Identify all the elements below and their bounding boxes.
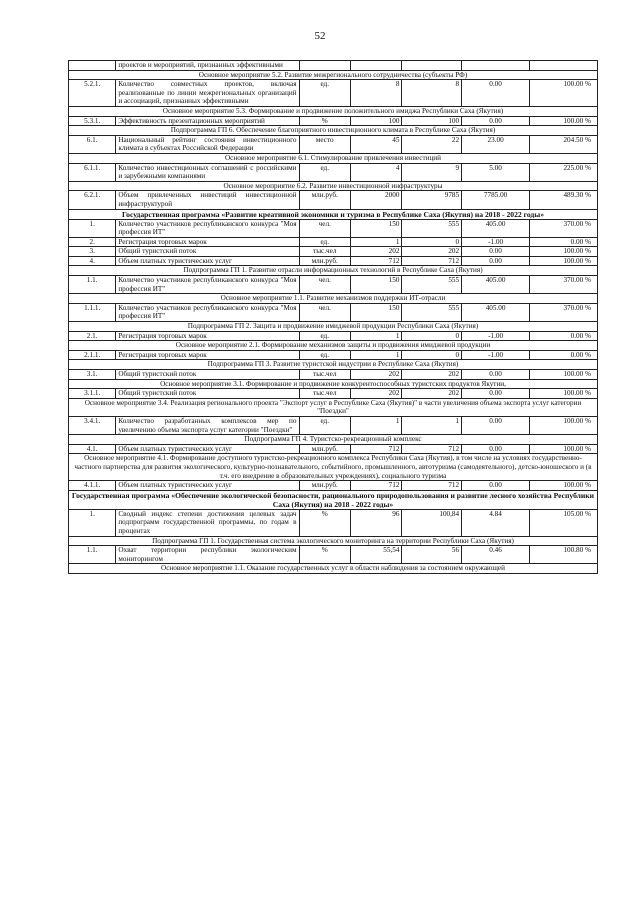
section-title: Основное мероприятие 2.1. Формирование механизмов защиты и продвижения имиджевой продукции (69, 341, 598, 351)
deviation-value: 23.00 (462, 135, 530, 153)
fact-value (402, 61, 462, 71)
section-title: Подпрограмма ГП 3. Развитие туристской индустрии в Республике Саха (Якутия) (69, 360, 598, 370)
indicator-name: Количество участников республиканского конкурса "Моя профессия ИТ" (116, 276, 299, 294)
indicator-name: Национальный рейтинг состояния инвестиционного климата в субъектах Российской Федерации (116, 135, 299, 153)
deviation-value: 0.46 (462, 546, 530, 564)
plan-value: 1 (350, 237, 401, 247)
indicator-name: Эффективность презентационных мероприятий (116, 116, 299, 126)
deviation-value: 4.84 (462, 509, 530, 536)
percent-value: 100.00 % (530, 247, 598, 257)
table-row (69, 247, 598, 257)
indicator-name: Регистрация торговых марок (116, 350, 299, 360)
deviation-value: 5.00 (462, 163, 530, 181)
percent-value: 100.00 % (530, 416, 598, 434)
deviation-value: 405.00 (462, 219, 530, 237)
unit-cell: чел. (299, 303, 350, 321)
indicator-name: Объем платных туристических услуг (116, 481, 299, 491)
unit-cell: ед. (299, 331, 350, 341)
section-header-row (69, 153, 598, 163)
row-number: 3.4.1. (69, 416, 116, 434)
fact-value: 22 (402, 135, 462, 153)
plan-value (350, 61, 401, 71)
program-header-row (69, 209, 598, 219)
row-number: 2. (69, 237, 116, 247)
table-row (69, 116, 598, 126)
deviation-value: 0.00 (462, 444, 530, 454)
plan-value: 4 (350, 163, 401, 181)
deviation-value: 405.00 (462, 276, 530, 294)
fact-value: 9785 (402, 191, 462, 209)
row-number: 3. (69, 247, 116, 257)
plan-value: 202 (350, 370, 401, 380)
indicator-name: Охват территории республики экологическим мониторингом (116, 546, 299, 564)
indicator-name: Количество участников республиканского конкурса "Моя профессия ИТ" (116, 303, 299, 321)
plan-value: 202 (350, 389, 401, 399)
fact-value: 202 (402, 247, 462, 257)
fact-value: 555 (402, 219, 462, 237)
plan-value: 96 (350, 509, 401, 536)
row-number: 1. (69, 219, 116, 237)
table-row (69, 191, 598, 209)
page-number: 52 (314, 30, 326, 42)
row-number: 4.1. (69, 444, 116, 454)
indicator-name: проектов и мероприятий, признанных эффективными (116, 61, 299, 71)
percent-value: 105.00 % (530, 509, 598, 536)
section-header-row (69, 322, 598, 332)
percent-value: 100.00 % (530, 80, 598, 107)
section-title: Основное мероприятие 3.1. Формирование и продвижение конкурентоспособных туристских продуктов Якутии, (69, 379, 598, 389)
deviation-value: 405.00 (462, 303, 530, 321)
indicator-name: Регистрация торговых марок (116, 237, 299, 247)
section-title: Подпрограмма ГП 4. Туристско-рекреационный комплекс (69, 435, 598, 445)
section-header-row (69, 266, 598, 276)
indicator-name: Регистрация торговых марок (116, 331, 299, 341)
section-title: Основное мероприятие 4.1. Формирование доступного туристско-рекреационного комплекса Республики Саха (Якутия), в том числе на условиях государственно-частного партнерства для развития экологического, культурно-познавательного, событийного, промышленного, автотуризма (самодеятельного), детско-юношеского и (в т.ч. его внедрение в образовательных учреждениях), социального туризма (69, 454, 598, 481)
fact-value: 0 (402, 350, 462, 360)
section-title: Подпрограмма ГП 1. Государственная система экологического мониторинга на территории Республики Саха (Якутия) (69, 536, 598, 546)
section-header-row (69, 360, 598, 370)
fact-value: 712 (402, 481, 462, 491)
unit-cell: % (299, 116, 350, 126)
indicator-name: Сводный индекс степени достижения целевых задач подпрограмм государственной программы, по годам в процентах (116, 509, 299, 536)
percent-value: 370.00 % (530, 303, 598, 321)
plan-value: 150 (350, 219, 401, 237)
plan-value: 1 (350, 350, 401, 360)
fact-value: 1 (402, 416, 462, 434)
row-number: 2.1. (69, 331, 116, 341)
fact-value: 56 (402, 546, 462, 564)
table-row (69, 370, 598, 380)
plan-value: 712 (350, 256, 401, 266)
table-row (69, 219, 598, 237)
section-title: Основное мероприятие 1.1. Развитие механизмов поддержки ИТ-отрасли (69, 294, 598, 304)
indicator-name: Объем платных туристических услуг (116, 256, 299, 266)
fact-value: 712 (402, 444, 462, 454)
section-header-row (69, 106, 598, 116)
table-row (69, 331, 598, 341)
section-header-row (69, 294, 598, 304)
section-header-row (69, 126, 598, 136)
plan-value: 150 (350, 303, 401, 321)
indicator-name: Количество участников республиканского конкурса "Моя профессия ИТ" (116, 219, 299, 237)
plan-value: 2000 (350, 191, 401, 209)
percent-value: 225.00 % (530, 163, 598, 181)
deviation-value (462, 61, 530, 71)
unit-cell: тыс.чел (299, 370, 350, 380)
indicator-name: Общий туристский поток (116, 370, 299, 380)
percent-value: 100.00 % (530, 389, 598, 399)
section-title: Подпрограмма ГП 1. Развитие отрасли информационных технологий в Республике Саха (Якутия) (69, 266, 598, 276)
plan-value: 150 (350, 276, 401, 294)
table-row (69, 135, 598, 153)
program-title: Государственная программа «Развитие креативной экономики и туризма в Республике Саха (Якутия) на 2018 - 2022 годы» (69, 209, 598, 219)
fact-value: 0 (402, 331, 462, 341)
fact-value: 0 (402, 237, 462, 247)
unit-cell: ед. (299, 416, 350, 434)
row-number: 1.1.1. (69, 303, 116, 321)
section-title: Основное мероприятие 1.1. Оказание государственных услуг в области наблюдения за состоянием окружающей (69, 564, 598, 574)
plan-value: 100 (350, 116, 401, 126)
table-row (69, 303, 598, 321)
fact-value: 555 (402, 276, 462, 294)
deviation-value: 0.00 (462, 416, 530, 434)
row-number: 6.2.1. (69, 191, 116, 209)
row-number: 2.1.1. (69, 350, 116, 360)
section-title: Основное мероприятие 6.2. Развитие инвестиционной инфраструктуры (69, 181, 598, 191)
table-row (69, 256, 598, 266)
indicator-name: Количество инвестиционных соглашений с российскими и зарубежными компаниями (116, 163, 299, 181)
row-number: 6.1. (69, 135, 116, 153)
indicator-name: Количество совместных проектов, включая реализованные по линии межрегиональных организаций и ассоциаций, признанных эффективными (116, 80, 299, 107)
unit-cell: млн.руб. (299, 481, 350, 491)
percent-value: 0.00 % (530, 350, 598, 360)
table-row (69, 163, 598, 181)
unit-cell: ед. (299, 163, 350, 181)
row-number: 1.1. (69, 276, 116, 294)
plan-value: 1 (350, 416, 401, 434)
unit-cell: млн.руб. (299, 191, 350, 209)
plan-value: 202 (350, 247, 401, 257)
section-title: Подпрограмма ГП 6. Обеспечение благоприятного инвестиционного климата в Республике Саха (Якутия) (69, 126, 598, 136)
section-header-row (69, 341, 598, 351)
row-number: 6.1.1. (69, 163, 116, 181)
deviation-value: 0.00 (462, 481, 530, 491)
row-number: 5.3.1. (69, 116, 116, 126)
percent-value: 100.00 % (530, 481, 598, 491)
deviation-value: 7785.00 (462, 191, 530, 209)
table-row (69, 276, 598, 294)
deviation-value: 0.00 (462, 370, 530, 380)
unit-cell: ед. (299, 237, 350, 247)
unit-cell: чел. (299, 219, 350, 237)
program-title: Государственная программа «Обеспечение экологической безопасности, рационального природопользования и развитие лесного хозяйства Республики Саха (Якутия) на 2018 - 2022 годы» (69, 490, 598, 509)
plan-value: 1 (350, 331, 401, 341)
section-header-row (69, 435, 598, 445)
table-row (69, 416, 598, 434)
fact-value: 712 (402, 256, 462, 266)
indicator-name: Общий туристский поток (116, 247, 299, 257)
section-header-row (69, 379, 598, 389)
deviation-value: -1.00 (462, 331, 530, 341)
row-number: 4. (69, 256, 116, 266)
section-header-row (69, 564, 598, 574)
deviation-value: -1.00 (462, 237, 530, 247)
section-header-row (69, 536, 598, 546)
table-row (69, 481, 598, 491)
plan-value: 8 (350, 80, 401, 107)
percent-value: 370.00 % (530, 219, 598, 237)
program-header-row (69, 490, 598, 509)
deviation-value: -1.00 (462, 350, 530, 360)
section-header-row (69, 181, 598, 191)
row-number: 4.1.1. (69, 481, 116, 491)
plan-value: 55,54 (350, 546, 401, 564)
unit-cell: тыс.чел (299, 389, 350, 399)
deviation-value: 0.00 (462, 256, 530, 266)
fact-value: 8 (402, 80, 462, 107)
percent-value: 100.00 % (530, 444, 598, 454)
table-row (69, 444, 598, 454)
table-row (69, 350, 598, 360)
plan-value: 45 (350, 135, 401, 153)
fact-value: 100,84 (402, 509, 462, 536)
section-header-row (69, 454, 598, 481)
indicator-name: Объем платных туристических услуг (116, 444, 299, 454)
plan-value: 712 (350, 481, 401, 491)
row-number: 3.1. (69, 370, 116, 380)
section-header-row (69, 70, 598, 80)
deviation-value: 0.00 (462, 116, 530, 126)
deviation-value: 0.00 (462, 80, 530, 107)
section-title: Основное мероприятие 3.4. Реализация регионального проекта "Экспорт услуг в Республике Саха (Якутия)" в части увеличения объема экспорта услуг категории "Поездки" (69, 398, 598, 416)
row-number: 3.1.1. (69, 389, 116, 399)
unit-cell: место (299, 135, 350, 153)
section-title: Подпрограмма ГП 2. Защита и продвижение имиджевой продукции Республики Саха (Якутия) (69, 322, 598, 332)
unit-cell (299, 61, 350, 71)
fact-value: 202 (402, 389, 462, 399)
fact-value: 555 (402, 303, 462, 321)
unit-cell: ед. (299, 350, 350, 360)
table-row (69, 546, 598, 564)
deviation-value: 0.00 (462, 247, 530, 257)
unit-cell: чел. (299, 276, 350, 294)
unit-cell: млн.руб. (299, 444, 350, 454)
table-row (69, 237, 598, 247)
row-number: 1.1. (69, 546, 116, 564)
unit-cell: % (299, 509, 350, 536)
table-row (69, 509, 598, 536)
unit-cell: % (299, 546, 350, 564)
percent-value: 204.50 % (530, 135, 598, 153)
indicator-name: Количество разработанных комплексов мер по увеличению объема экспорта услуг категории "Поездки" (116, 416, 299, 434)
section-header-row (69, 398, 598, 416)
section-title: Основное мероприятие 5.3. Формирование и продвижение положительного имиджа Республики Саха (Якутия) (69, 106, 598, 116)
section-title: Основное мероприятие 6.1. Стимулирование привлечения инвестиций (69, 153, 598, 163)
unit-cell: млн.руб. (299, 256, 350, 266)
row-number: 1. (69, 509, 116, 536)
unit-cell: ед. (299, 80, 350, 107)
row-number: 5.2.1. (69, 80, 116, 107)
fact-value: 9 (402, 163, 462, 181)
table-row (69, 61, 598, 71)
percent-value: 100.00 % (530, 370, 598, 380)
percent-value: 370.00 % (530, 276, 598, 294)
unit-cell: тыс.чел (299, 247, 350, 257)
fact-value: 100 (402, 116, 462, 126)
section-title: Основное мероприятие 5.2. Развитие межрегионального сотрудничества (субъекты РФ) (69, 70, 598, 80)
percent-value: 489.30 % (530, 191, 598, 209)
percent-value (530, 61, 598, 71)
percent-value: 0.00 % (530, 237, 598, 247)
row-number (69, 61, 116, 71)
indicator-name: Общий туристский поток (116, 389, 299, 399)
table-row (69, 389, 598, 399)
percent-value: 100.00 % (530, 256, 598, 266)
indicator-name: Объем привлеченных инвестиций инвестиционной инфраструктурой (116, 191, 299, 209)
fact-value: 202 (402, 370, 462, 380)
table-row (69, 80, 598, 107)
percent-value: 0.00 % (530, 331, 598, 341)
indicators-table (68, 60, 598, 574)
deviation-value: 0.00 (462, 389, 530, 399)
plan-value: 712 (350, 444, 401, 454)
percent-value: 100.80 % (530, 546, 598, 564)
percent-value: 100.00 % (530, 116, 598, 126)
